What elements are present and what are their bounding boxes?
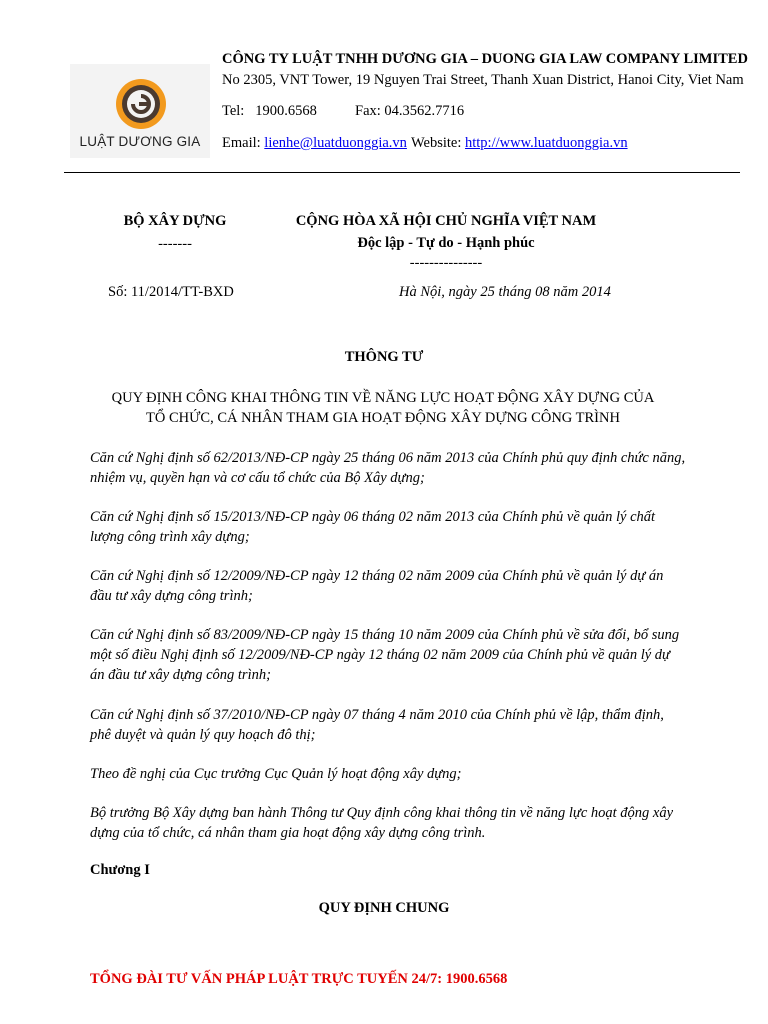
ministry-separator: ------- (158, 236, 192, 252)
logo-emblem-icon (115, 78, 167, 130)
fax-value: 04.3562.7716 (384, 103, 465, 119)
preamble-paragraph: Căn cứ Nghị định số 62/2013/NĐ-CP ngày 25 tháng 06 năm 2013 của Chính phủ quy định chức năng, nhiệm vụ, quyền hạn và cơ cấu tổ chức của Bộ Xây dựng; (90, 450, 686, 486)
preamble-paragraph: Căn cứ Nghị định số 37/2010/NĐ-CP ngày 07 tháng 4 năm 2010 của Chính phủ về lập, thẩm định, phê duyệt và quản lý quy hoạch đô thị; (90, 707, 664, 743)
header-divider (64, 172, 740, 173)
document-number: Số: 11/2014/TT-BXD (108, 284, 234, 300)
company-name: CÔNG TY LUẬT TNHH DƯƠNG GIA – DUONG GIA LAW COMPANY LIMITED (222, 51, 748, 67)
title-line-1: QUY ĐỊNH CÔNG KHAI THÔNG TIN VỀ NĂNG LỰC HOẠT ĐỘNG XÂY DỰNG CỦA (111, 390, 655, 406)
company-logo (70, 64, 210, 158)
email-link[interactable]: lienhe@luatduonggia.vn (264, 135, 407, 151)
contact-email (222, 135, 407, 152)
preamble-paragraph: Bộ trưởng Bộ Xây dựng ban hành Thông tư Quy định công khai thông tin về năng lực hoạt động xây dựng của tổ chức, cá nhân tham gia hoạt động xây dựng công trình. (90, 805, 674, 841)
preamble-paragraph: Căn cứ Nghị định số 12/2009/NĐ-CP ngày 12 tháng 02 năm 2009 của Chính phủ về quản lý dự án đầu tư xây dựng công trình; (90, 568, 664, 604)
place-date: Hà Nội, ngày 25 tháng 08 năm 2014 (399, 284, 611, 300)
tel-value: 1900.6568 (255, 103, 317, 119)
chapter-heading: Chương I (90, 862, 150, 878)
preamble-paragraph: Căn cứ Nghị định số 83/2009/NĐ-CP ngày 15 tháng 10 năm 2009 của Chính phủ về sửa đổi, bổ sung một số điều Nghị định số 12/2009/NĐ-CP ngày 12 tháng 02 năm 2009 của Chính phủ về quản lý dự án đầu tư xây dựng công trình; (90, 627, 680, 683)
issuing-ministry: BỘ XÂY DỰNG (123, 213, 227, 229)
contact-tel (222, 103, 317, 120)
email-label: Email: (222, 135, 261, 151)
fax-label: Fax: (355, 103, 381, 119)
logo-text: LUẬT DƯƠNG GIA (79, 134, 201, 149)
hotline-banner: TỔNG ĐÀI TƯ VẤN PHÁP LUẬT TRỰC TUYẾN 24/7: 1900.6568 (90, 971, 508, 987)
national-title: CỘNG HÒA XÃ HỘI CHỦ NGHĨA VIỆT NAM (295, 213, 597, 229)
national-motto: Độc lập - Tự do - Hạnh phúc (357, 235, 535, 251)
contact-website (411, 135, 628, 152)
preamble-paragraph: Căn cứ Nghị định số 15/2013/NĐ-CP ngày 06 tháng 02 năm 2013 của Chính phủ về quản lý chất lượng công trình xây dựng; (90, 509, 656, 545)
tel-label: Tel: (222, 103, 245, 119)
website-label: Website: (411, 135, 462, 151)
preamble-paragraph: Theo đề nghị của Cục trưởng Cục Quản lý hoạt động xây dựng; (90, 766, 462, 782)
company-address: No 2305, VNT Tower, 19 Nguyen Trai Street, Thanh Xuan District, Hanoi City, Viet Nam (222, 72, 744, 88)
contact-fax (355, 103, 464, 120)
title-line-2: TỔ CHỨC, CÁ NHÂN THAM GIA HOẠT ĐỘNG XÂY DỰNG CÔNG TRÌNH (146, 410, 620, 426)
website-link[interactable]: http://www.luatduonggia.vn (465, 135, 628, 151)
document-type: THÔNG TƯ (344, 349, 424, 365)
motto-separator: --------------- (409, 255, 483, 271)
chapter-title: QUY ĐỊNH CHUNG (318, 900, 450, 916)
document-title (90, 388, 676, 428)
